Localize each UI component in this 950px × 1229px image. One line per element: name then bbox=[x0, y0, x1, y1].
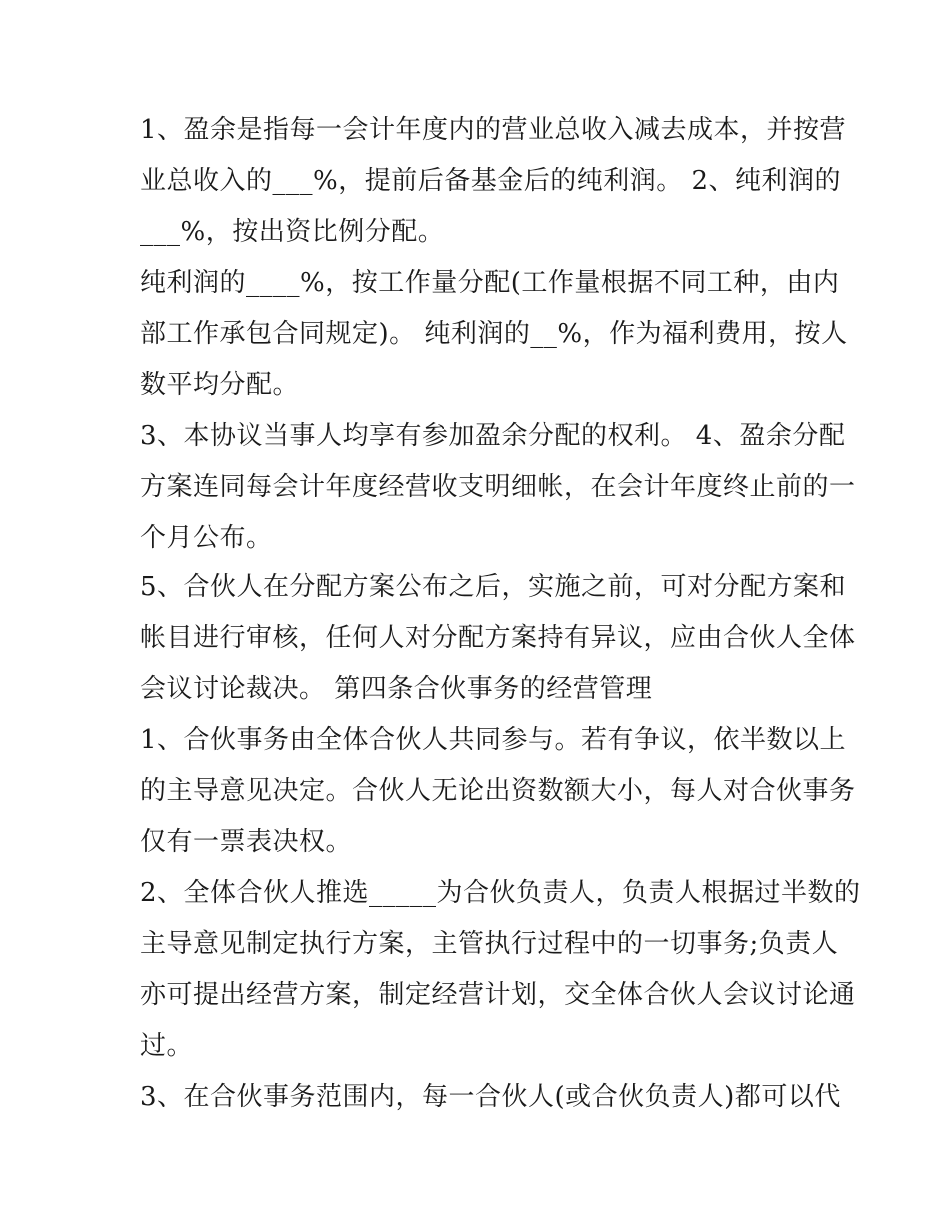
text-line: 1、合伙事务由全体合伙人共同参与。若有争议，依半数以上 bbox=[140, 725, 847, 755]
text-line: 方案连同每会计年度经营收支明细帐，在会计年度终止前的一 bbox=[140, 472, 856, 502]
text-line: 3、本协议当事人均享有参加盈余分配的权利。 4、盈余分配 bbox=[140, 421, 846, 451]
text-line: 5、合伙人在分配方案公布之后，实施之前，可对分配方案和 bbox=[140, 572, 847, 602]
text-line: 帐目进行审核，任何人对分配方案持有异议，应由合伙人全体 bbox=[140, 623, 856, 653]
text-line: 过。 bbox=[140, 1031, 194, 1061]
text-line: 纯利润的____%，按工作量分配(工作量根据不同工种，由内 bbox=[140, 268, 840, 298]
text-line: 亦可提出经营方案，制定经营计划，交全体合伙人会议讨论通 bbox=[140, 980, 856, 1010]
text-line: 仅有一票表决权。 bbox=[140, 827, 353, 857]
text-line: 的主导意见决定。合伙人无论出资数额大小，每人对合伙事务 bbox=[140, 776, 856, 806]
text-line: 会议讨论裁决。 第四条合伙事务的经营管理 bbox=[140, 674, 653, 704]
text-line: ___%，按出资比例分配。 bbox=[140, 217, 445, 247]
text-line: 数平均分配。 bbox=[140, 370, 300, 400]
text-line: 部工作承包合同规定)。 纯利润的__%，作为福利费用，按人 bbox=[140, 319, 848, 349]
text-line: 主导意见制定执行方案，主管执行过程中的一切事务;负责人 bbox=[140, 929, 839, 959]
text-line: 1、盈余是指每一会计年度内的营业总收入减去成本，并按营 bbox=[140, 115, 847, 145]
text-line: 个月公布。 bbox=[140, 523, 273, 553]
text-line: 2、全体合伙人推选_____为合伙负责人，负责人根据过半数的 bbox=[140, 878, 861, 908]
text-line: 业总收入的___%，提前后备基金后的纯利润。 2、纯利润的 bbox=[140, 166, 842, 196]
text-line: 3、在合伙事务范围内，每一合伙人(或合伙负责人)都可以代 bbox=[140, 1082, 841, 1112]
